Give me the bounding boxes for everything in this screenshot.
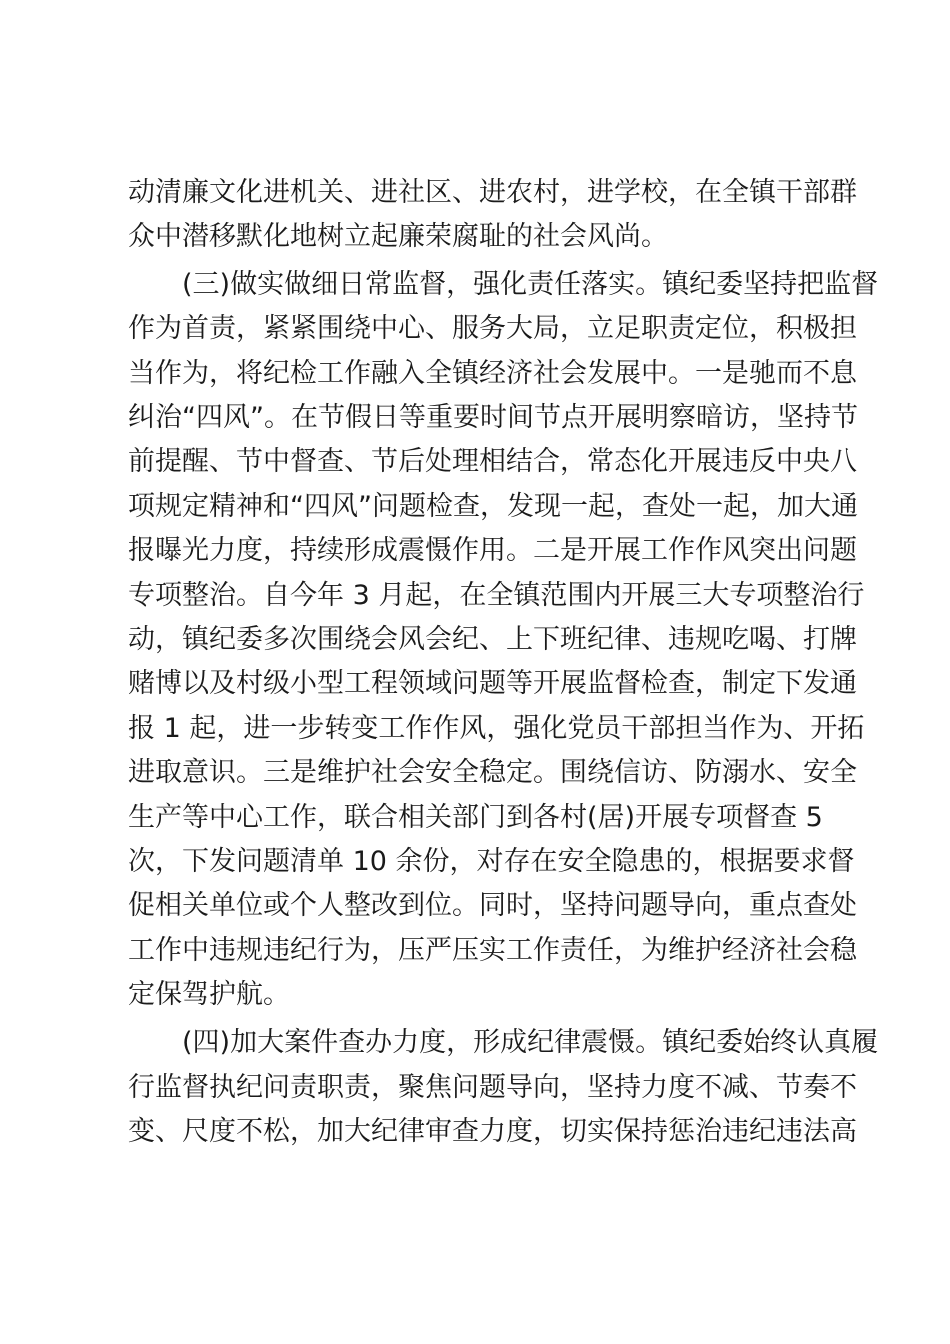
text-line: 进取意识。三是维护社会安全稳定。围绕信访、防溺水、安全 <box>128 757 857 788</box>
text-line: 众中潜移默化地树立起廉荣腐耻的社会风尚。 <box>128 221 668 252</box>
text-line: 前提醒、节中督查、节后处理相结合，常态化开展违反中央八 <box>128 446 857 477</box>
text-line: 定保驾护航。 <box>128 979 290 1010</box>
text-line: 变、尺度不松，加大纪律审查力度，切实保持惩治违纪违法高 <box>128 1116 857 1147</box>
text-line: 工作中违规违纪行为，压严压实工作责任，为维护经济社会稳 <box>128 935 857 966</box>
text-line: 行监督执纪问责职责，聚焦问题导向，坚持力度不减、节奏不 <box>128 1072 857 1103</box>
text-line: 动，镇纪委多次围绕会风会纪、上下班纪律、违规吃喝、打牌 <box>128 624 857 655</box>
text-line: 次，下发问题清单 10 余份，对存在安全隐患的，根据要求督 <box>128 846 855 877</box>
text-line: 专项整治。自今年 3 月起，在全镇范围内开展三大专项整治行 <box>128 580 865 611</box>
text-line: 动清廉文化进机关、进社区、进农村，进学校，在全镇干部群 <box>128 177 857 208</box>
text-line: 赌博以及村级小型工程领域问题等开展监督检查，制定下发通 <box>128 668 857 699</box>
text-line: 纠治“四风”。在节假日等重要时间节点开展明察暗访，坚持节 <box>128 402 858 433</box>
text-line: 生产等中心工作，联合相关部门到各村(居)开展专项督查 5 <box>128 802 823 833</box>
text-line: 报曝光力度，持续形成震慑作用。二是开展工作作风突出问题 <box>128 535 857 566</box>
text-line: 促相关单位或个人整改到位。同时，坚持问题导向，重点查处 <box>128 890 857 921</box>
paragraph-4-heading-line: (四)加大案件查办力度，形成纪律震慑。镇纪委始终认真履 <box>182 1027 879 1058</box>
text-line: 作为首责，紧紧围绕中心、服务大局，立足职责定位，积极担 <box>128 313 857 344</box>
paragraph-3-heading-line: (三)做实做细日常监督，强化责任落实。镇纪委坚持把监督 <box>182 269 879 300</box>
text-line: 项规定精神和“四风”问题检查，发现一起，查处一起，加大通 <box>128 491 858 522</box>
text-line: 当作为，将纪检工作融入全镇经济社会发展中。一是驰而不息 <box>128 358 857 389</box>
text-line: 报 1 起，进一步转变工作作风，强化党员干部担当作为、开拓 <box>128 713 865 744</box>
